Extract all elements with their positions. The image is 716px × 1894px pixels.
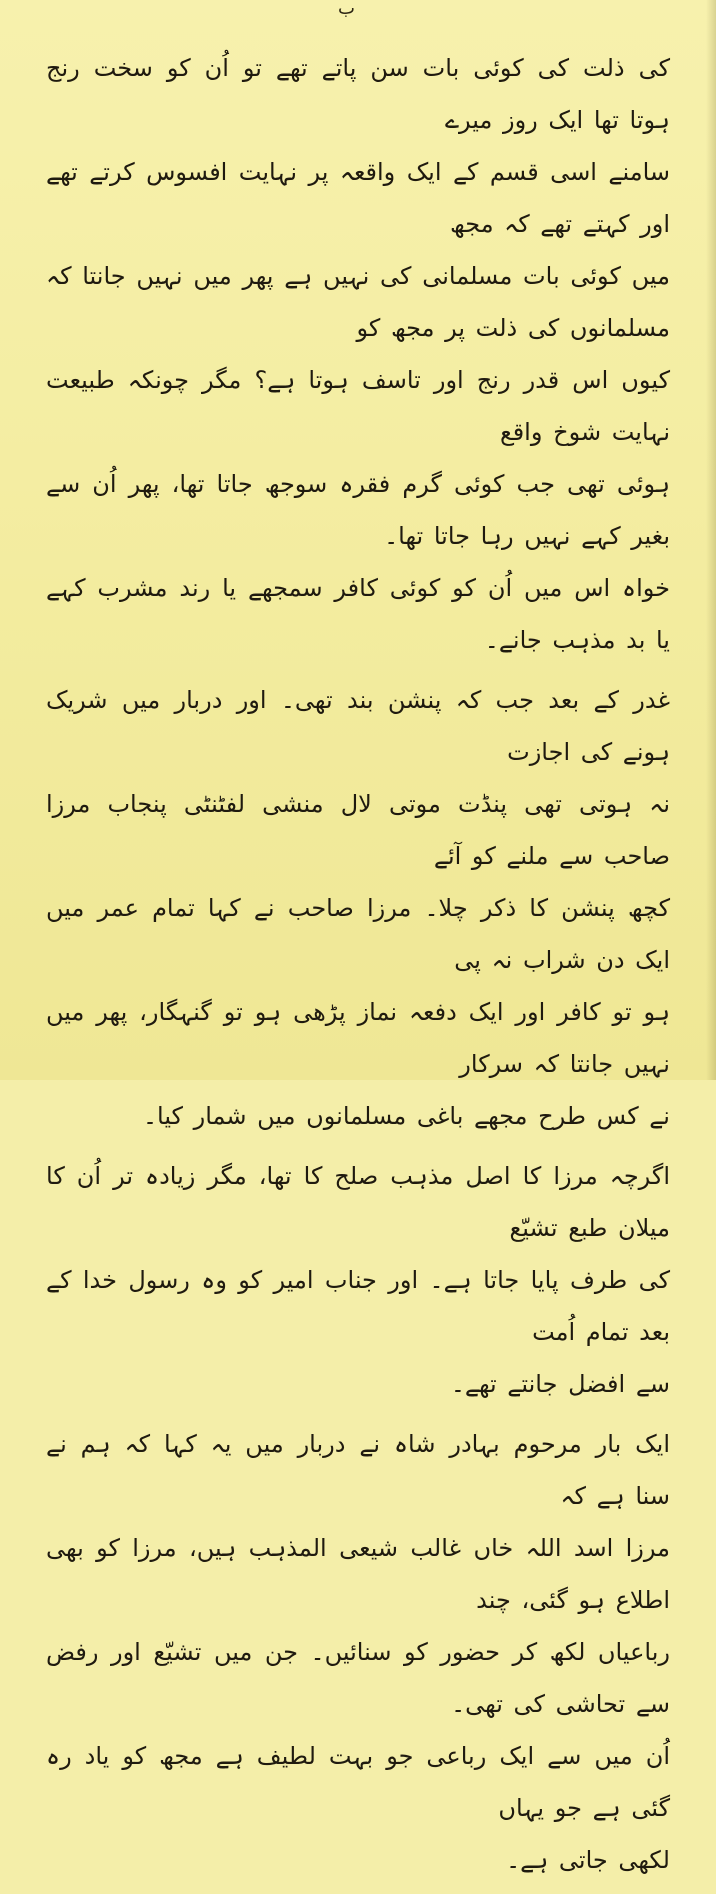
paragraph-4-line-3: رباعیاں لکھ کر حضور کو سنائیں۔ جن میں تشیّع اور رفض سے تحاشی کی تھی۔	[46, 1638, 670, 1718]
paragraph-2-line-5: نے کس طرح مجھے باغی مسلمانوں میں شمار کیا۔	[142, 1102, 670, 1130]
paragraph-1-line-3: میں کوئی بات مسلمانی کی نہیں ہے پھر میں نہیں جانتا کہ مسلمانوں کی ذلت پر مجھ کو	[46, 262, 670, 342]
paragraph-4	[46, 1418, 670, 1886]
paragraph-4-line-4: اُن میں سے ایک رباعی جو بہت لطیف ہے مجھ کو یاد رہ گئی ہے جو یہاں	[46, 1742, 670, 1822]
paragraph-2-line-4: ہو تو کافر اور ایک دفعہ نماز پڑھی ہو تو گنہگار، پھر میں نہیں جانتا کہ سرکار	[46, 998, 670, 1078]
paragraph-2-line-3: کچھ پنشن کا ذکر چلا۔ مرزا صاحب نے کہا تمام عمر میں ایک دن شراب نہ پی	[46, 894, 670, 974]
page-top-mark: ب	[338, 0, 355, 19]
paragraph-1-line-4: کیوں اس قدر رنج اور تاسف ہوتا ہے؟ مگر چونکہ طبیعت نہایت شوخ واقع	[46, 366, 670, 446]
paragraph-1	[46, 42, 670, 666]
paragraph-2-line-1: غدر کے بعد جب کہ پنشن بند تھی۔ اور دربار میں شریک ہونے کی اجازت	[46, 686, 670, 766]
paragraph-1-line-1: کی ذلت کی کوئی بات سن پاتے تھے تو اُن کو سخت رنج ہوتا تھا ایک روز میرے	[46, 54, 670, 134]
paragraph-3	[46, 1150, 670, 1410]
paragraph-1-line-5: ہوئی تھی جب کوئی گرم فقرہ سوجھ جاتا تھا، پھر اُن سے بغیر کہے نہیں رہا جاتا تھا۔	[46, 470, 670, 550]
paragraph-4-line-1: ایک بار مرحوم بہادر شاہ نے دربار میں یہ کہا کہ ہم نے سنا ہے کہ	[46, 1430, 670, 1510]
paragraph-4-line-2: مرزا اسد اللہ خاں غالب شیعی المذہب ہیں، مرزا کو بھی اطلاع ہو گئی، چند	[46, 1534, 670, 1614]
paragraph-2-line-2: نہ ہوتی تھی پنڈت موتی لال منشی لفٹنٹی پنجاب مرزا صاحب سے ملنے کو آئے	[46, 790, 670, 870]
paragraph-3-line-1: اگرچہ مرزا کا اصل مذہب صلح کا تھا، مگر زیادہ تر اُن کا میلان طبع تشیّع	[46, 1162, 670, 1242]
paragraph-2	[46, 674, 670, 1142]
page-edge-shadow	[706, 0, 716, 1080]
paragraph-4-line-5: لکھی جاتی ہے۔	[506, 1846, 670, 1874]
paragraph-1-line-2: سامنے اسی قسم کے ایک واقعہ پر نہایت افسوس کرتے تھے اور کہتے تھے کہ مجھ	[46, 158, 670, 238]
paragraph-3-line-2: کی طرف پایا جاتا ہے۔ اور جناب امیر کو وہ رسول خدا کے بعد تمام اُمت	[46, 1266, 670, 1346]
paragraph-3-line-3: سے افضل جانتے تھے۔	[450, 1370, 670, 1398]
paragraph-1-line-6: خواہ اس میں اُن کو کوئی کافر سمجھے یا رند مشرب کہے یا بد مذہب جانے۔	[46, 574, 670, 654]
urdu-text-block	[46, 42, 670, 1894]
